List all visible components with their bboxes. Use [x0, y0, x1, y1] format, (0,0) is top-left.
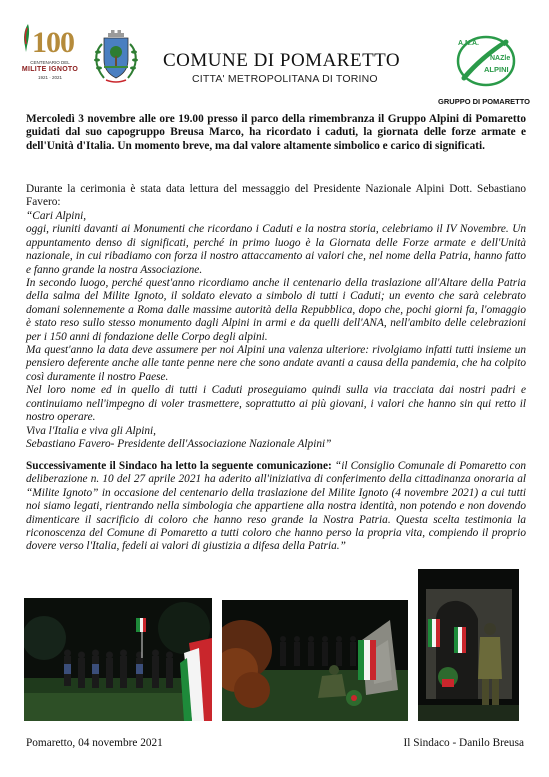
logo-line1: CENTENARIO DEL: [30, 60, 70, 65]
logo-number: 100: [32, 26, 74, 59]
ana-logo-top: A.N.A.: [458, 40, 479, 47]
intro-paragraph: Durante la cerimonia è stata data lettura del messaggio del Presidente Nazionale Alpini Dott. Sebastiano Favero:: [26, 183, 526, 209]
quote-line: Nel loro nome ed in quello di tutti i Caduti proseguiamo quindi sulla via tracciata dai nostri padri e continuiamo nell'impegno di voler trasmettere, soprattutto ai più giovani, i valori che hanno sin qui retto il nostro operare.: [26, 384, 526, 424]
page-subtitle: CITTA' METROPOLITANA DI TORINO: [192, 73, 378, 85]
centenario-milite-ignoto-logo: [20, 20, 80, 82]
quote-line: In secondo luogo, perché quest'anno ricordiamo anche il centenario della traslazione all'Altare della Patria della salma del Milite Ignoto, il soldato elevato a simbolo di tutti i Caduti; un evento che sarà celebrato domani solennemente a Roma dalle massime autorità della Repubblica, dopo che, pochi giorni fa, l'omaggio è stato reso sullo stesso monumento dagli Alpini in armi e da quelli dell'ANA, nell'ambito delle celebrazioni per i 150 anni di fondazione delle Corpo degli alpini.: [26, 277, 526, 343]
quote-line: “Cari Alpini,: [26, 210, 87, 222]
president-message: [26, 210, 526, 451]
ana-alpini-logo: [454, 34, 518, 88]
logo-line2: MILITE IGNOTO: [21, 66, 79, 73]
mayor-communication: [26, 460, 526, 554]
feather-icon: [22, 24, 32, 52]
ceremony-photo-1: [24, 598, 212, 721]
mayor-signature: Il Sindaco - Danilo Breusa: [403, 737, 524, 749]
page-title: COMUNE DI POMARETTO: [163, 50, 401, 71]
mayor-text: “il Consiglio Comunale di Pomaretto con deliberazione n. 10 del 27 aprile 2021 ha aderito all'iniziativa di conferimento della cittadinanza onoraria al “Milite Ignoto” in occasione del centenario della traslazione del Milite Ignoto (4 novembre 2021) a cui tutti noi siamo legati, rientrando nella simbologia che appartiene alla nostra identità, non potendo e non dovendo dimenticare il sacrificio di coloro che hanno reso grande la Nostra Patria. Questa scelta testimonia la riconoscenza del Comune di Pomaretto a tutti coloro che hanno perso la propria vita, compiendo il proprio dovere verso l'Italia, fedeli ai valori di giustizia a difesa della Patria.”: [26, 460, 526, 553]
ceremony-photo-2: [222, 600, 408, 721]
municipal-crest-icon: [90, 30, 142, 84]
document-date: Pomaretto, 04 novembre 2021: [26, 737, 163, 749]
group-label: GRUPPO DI POMARETTO: [438, 97, 530, 106]
logo-line3: 1921 · 2021: [37, 75, 63, 80]
ana-logo-naz: NAZle: [490, 55, 511, 62]
ceremony-photo-3: [418, 569, 519, 721]
mayor-intro: Successivamente il Sindaco ha letto la seguente comunicazione:: [26, 460, 332, 472]
lead-paragraph: Mercoledì 3 novembre alle ore 19.00 presso il parco della rimembranza il Gruppo Alpini di Pomaretto guidati dal suo capogruppo Breusa Marco, ha ricordato i caduti, la giornata delle forze armate e dell'Unità d'Italia. Un momento breve, ma dal valore altamente simbolico e carico di significati.: [26, 113, 526, 152]
ana-logo-bottom: ALPINI: [484, 65, 509, 74]
quote-line: Viva l'Italia e viva gli Alpini,: [26, 424, 157, 437]
quote-line: oggi, riuniti davanti ai Monumenti che ricordano i Caduti e la nostra storia, celebriamo il IV Novembre. Un appuntamento denso di significati, perché in primo luogo è la Giornata delle Forze armate e dell'Unità nazionale, in cui ribadiamo con forza il nostro attaccamento ai valori che, nel nome della Patria, hanno fatto e fanno grande la nostra Associazione.: [26, 223, 526, 276]
quote-line: Ma quest'anno la data deve assumere per noi Alpini una valenza ulteriore: rivolgiamo infatti tutti insieme un pensiero deferente anche alle tante penne nere che sono andate avanti a causa della pandemia, che ha colpito così duramente il nostro Paese.: [26, 344, 526, 383]
quote-line: Sebastiano Favero- Presidente dell'Associazione Nazionale Alpini”: [26, 437, 332, 450]
